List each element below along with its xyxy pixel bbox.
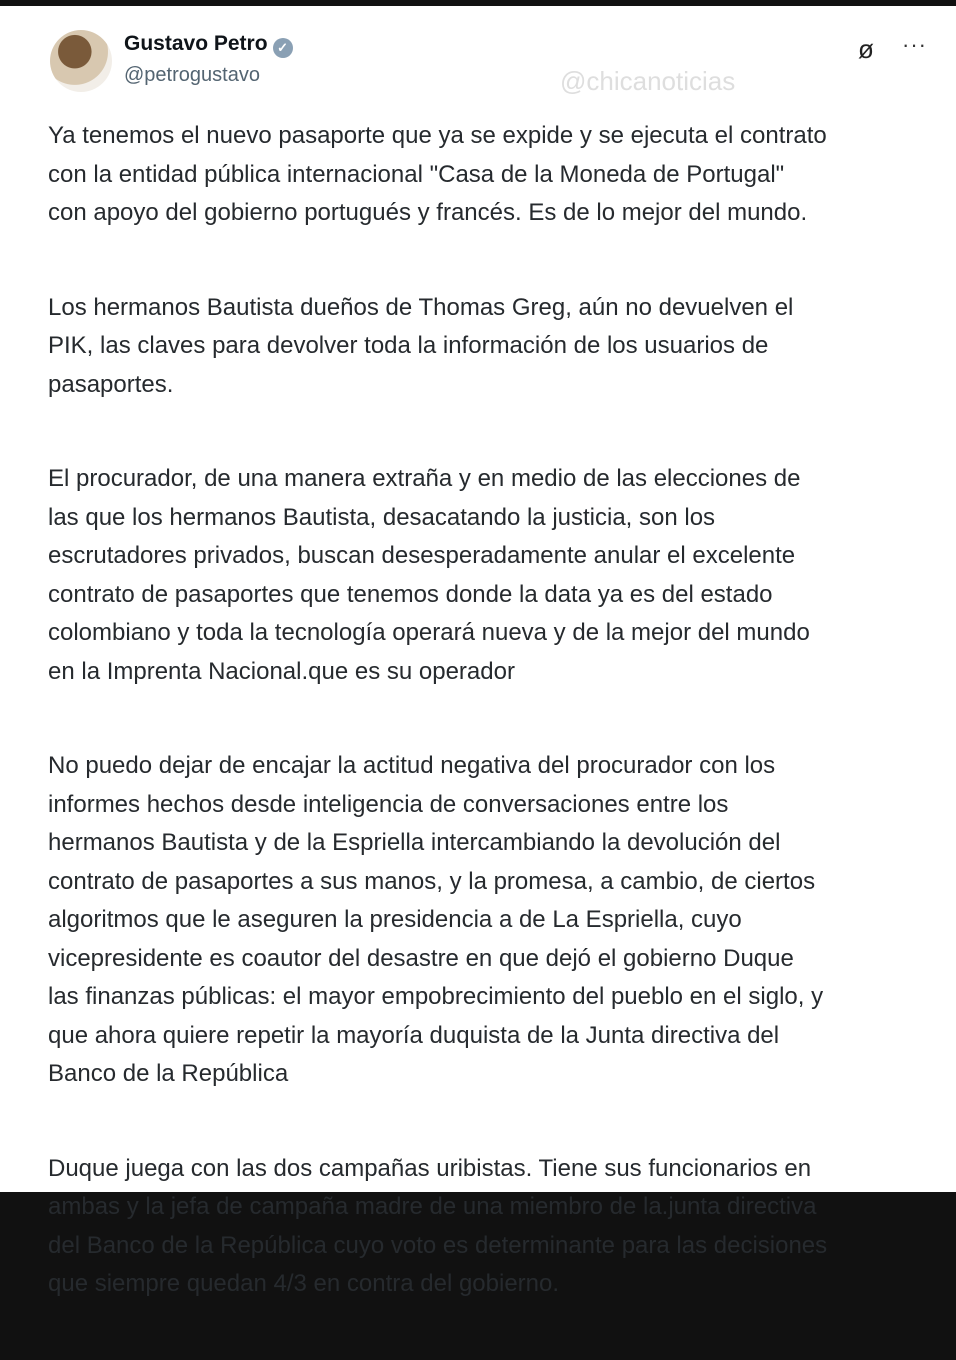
- paragraph: Los hermanos Bautista dueños de Thomas Greg, aún no devuelven el PIK, las claves para devolver toda la información de los usuarios de pasaportes.: [48, 293, 794, 398]
- author-name[interactable]: [124, 32, 293, 58]
- author-name-text: Gustavo Petro: [124, 32, 268, 55]
- paragraph: Ya tenemos el nuevo pasaporte que ya se expide y se ejecuta el contrato con la entidad pública internacional "Casa de la Moneda de Portugal" con apoyo del gobierno portugués y francés. Es de lo mejor del mundo.: [48, 122, 827, 226]
- avatar[interactable]: [50, 30, 112, 92]
- tweet-text: [48, 117, 938, 1360]
- tweet-card: [0, 6, 956, 1297]
- paragraph: Duque juega con las dos campañas uribistas. Tiene sus funcionarios en ambas y la jefa de campaña madre de una miembro de la.junta directiva del Banco de la República cuyo voto es determinante para las decisiones que siempre quedan 4/3 en contra del gobierno.: [48, 1154, 828, 1297]
- more-icon[interactable]: ···: [902, 32, 927, 57]
- paragraph: No puedo dejar de encajar la actitud negativa del procurador con los informes hechos desde inteligencia de conversaciones entre los hermanos Bautista y de la Espriella intercambiando la devolución del contrato de pasaportes a sus manos, y la promesa, a cambio, de ciertos algoritmos que le aseguren la presidencia a de La Espriella, cuyo vicepresidente es coautor del desastre en que dejó el gobierno Duque las finanzas públicas: el mayor empobrecimiento del pueblo en el siglo, y que ahora quiere repetir la mayoría duquista de la Junta directiva del Banco de la República: [48, 752, 824, 1087]
- author-handle[interactable]: @petrogustavo: [124, 64, 260, 86]
- paragraph: El procurador, de una manera extraña y en medio de las elecciones de las que los hermanos Bautista, desacatando la justicia, son los escrutadores privados, buscan desesperadamente anular el excelente contrato de pasaportes que tenemos donde la data ya es del estado colombiano y toda la tecnología operará nueva y de la mejor del mundo en la Imprenta Nacional.que es su operador: [48, 465, 810, 685]
- grok-icon[interactable]: ø: [858, 34, 874, 64]
- watermark: @chicanoticias: [560, 66, 736, 96]
- verified-badge-icon: ✓: [273, 38, 293, 58]
